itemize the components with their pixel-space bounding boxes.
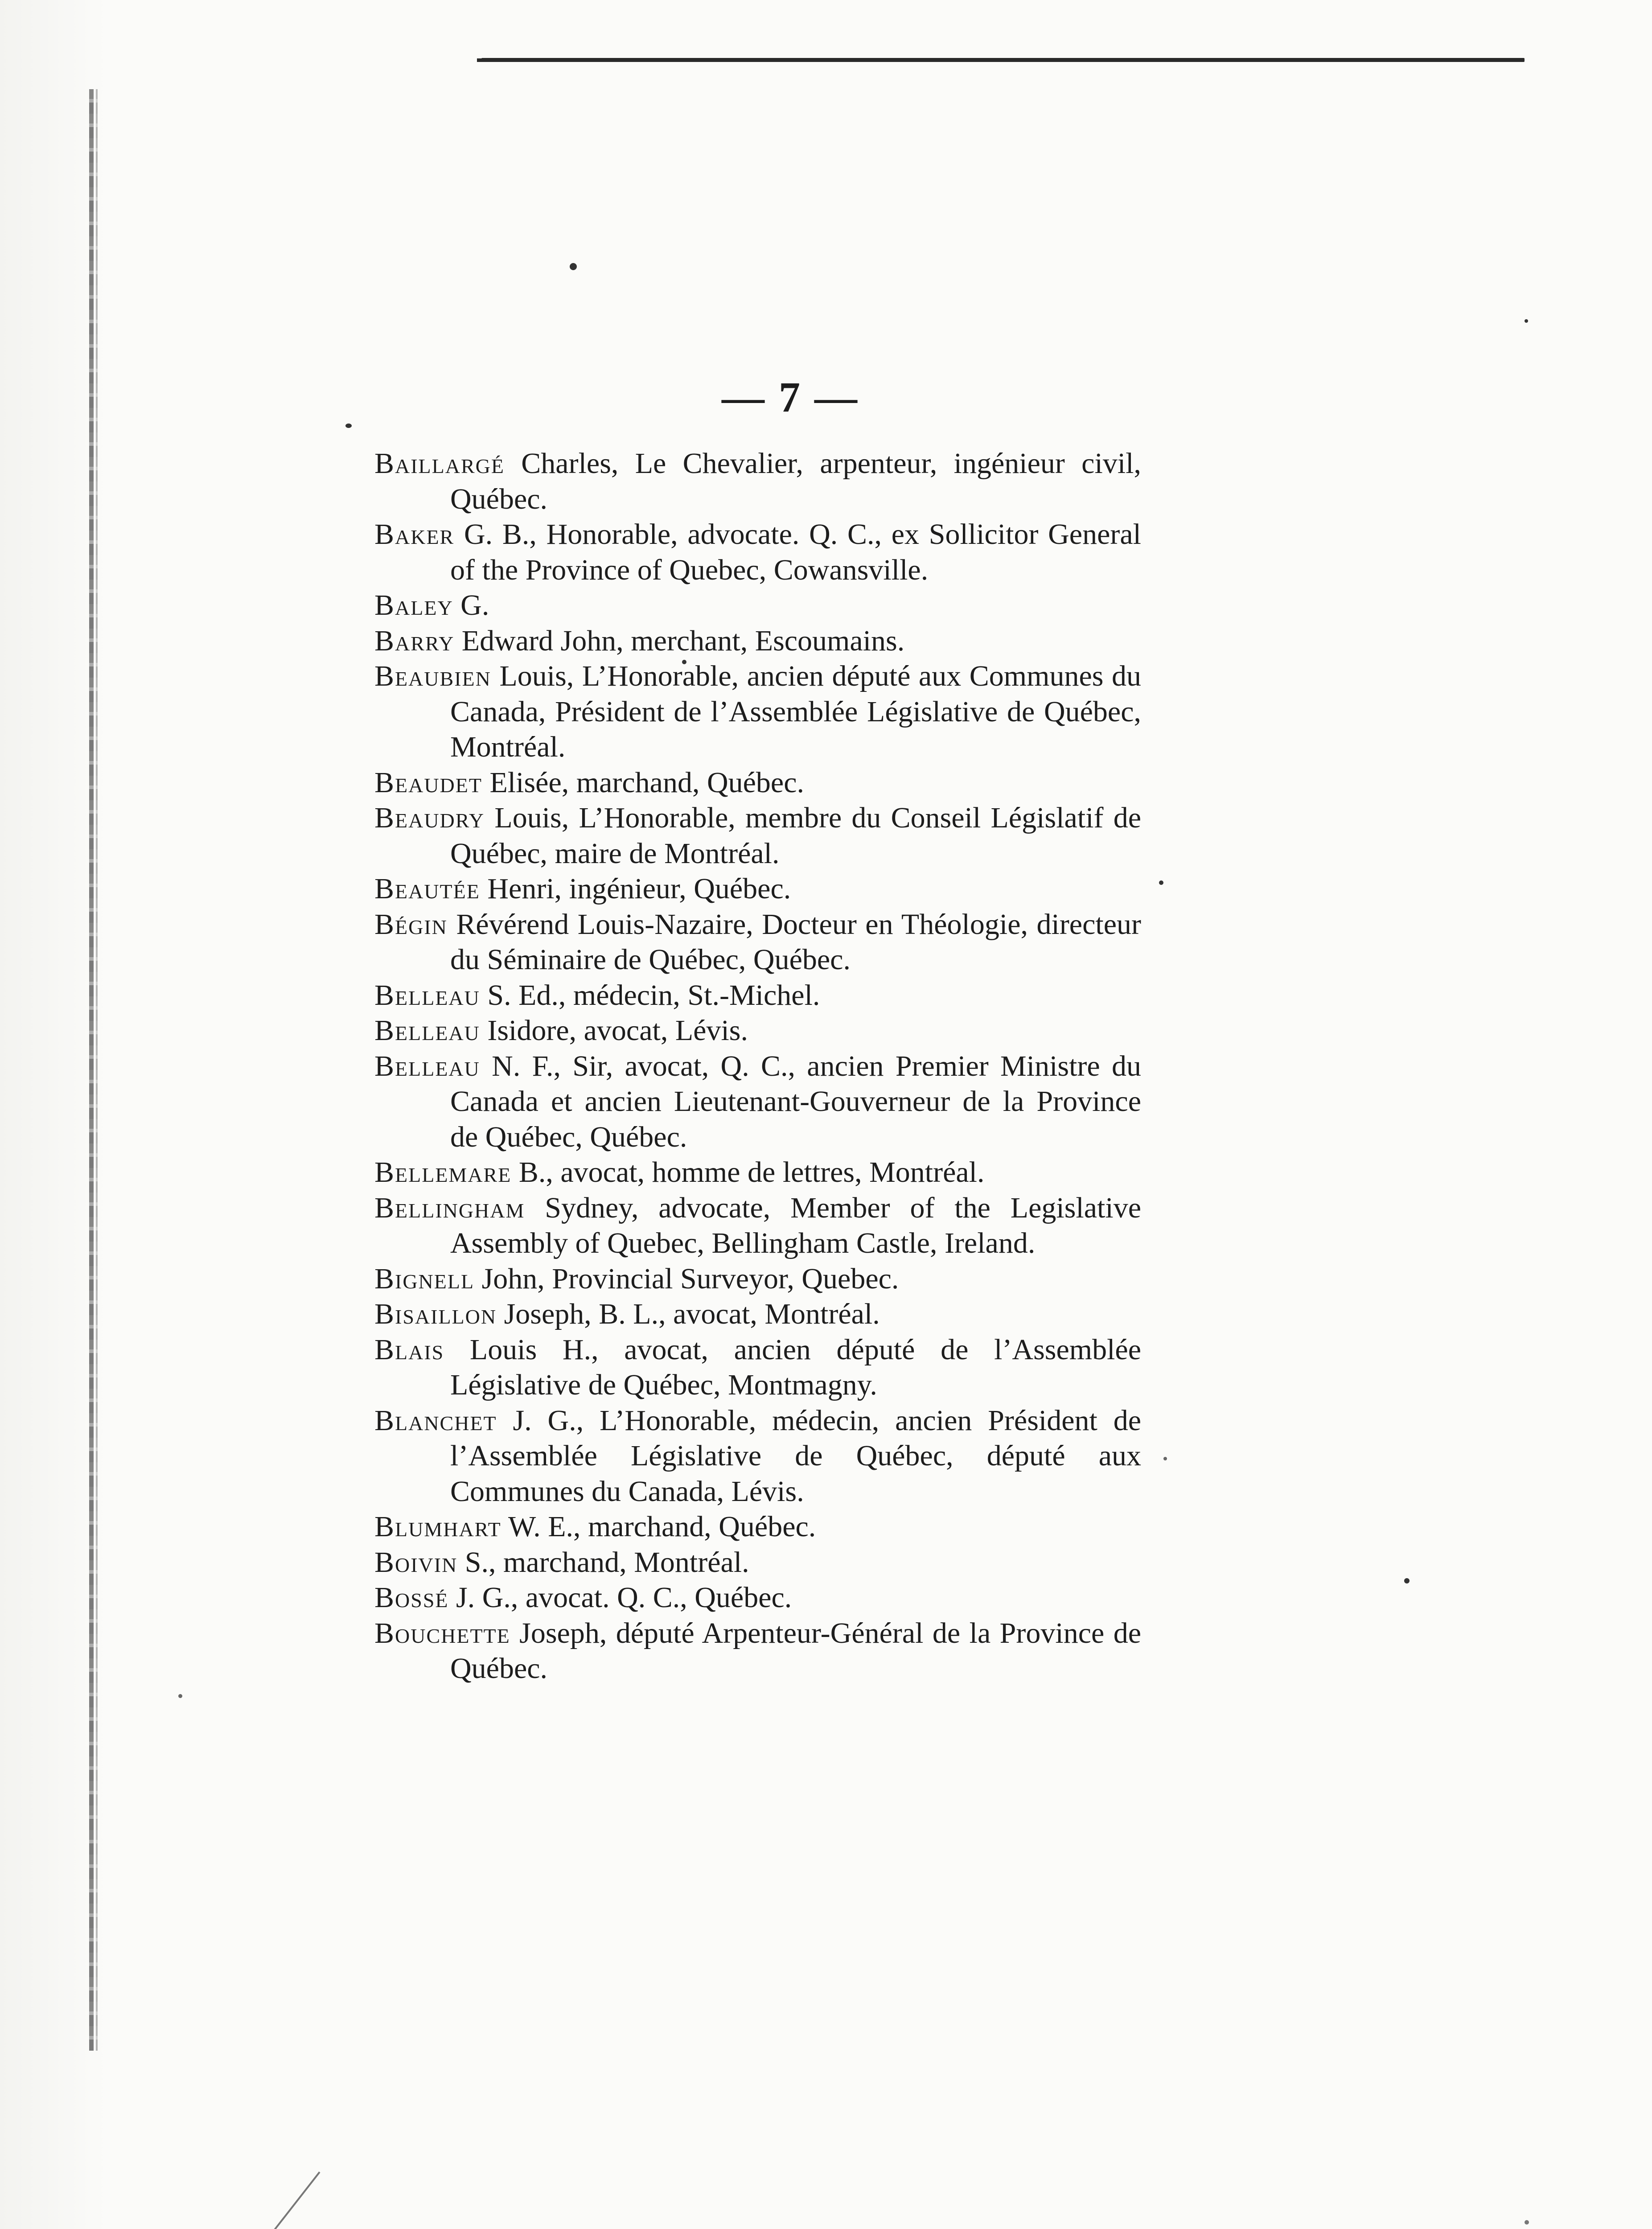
directory-entry	[374, 1261, 1141, 1297]
directory-entry	[374, 1296, 1141, 1332]
directory-entry	[374, 1545, 1141, 1580]
entry-details: John, Provincial Surveyor, Quebec.	[474, 1262, 899, 1295]
entry-details: Louis, L’Honorable, ancien député aux Communes du Canada, Président de l’Assemblée Législative de Québec, Montréal.	[450, 660, 1141, 763]
entry-surname: Bouchette	[374, 1616, 510, 1649]
directory-entry	[374, 907, 1141, 978]
directory-entry	[374, 658, 1141, 765]
entry-surname: Bignell	[374, 1262, 475, 1295]
entry-details: S., marchand, Montréal.	[457, 1546, 749, 1579]
entry-details: J. G., L’Honorable, médecin, ancien Président de l’Assemblée Législative de Québec, député aux Communes du Canada, Lévis.	[450, 1404, 1141, 1508]
directory-entry	[374, 1403, 1141, 1509]
entry-details: W. E., marchand, Québec.	[501, 1510, 816, 1543]
directory-entry	[374, 1013, 1141, 1049]
directory-entry	[374, 871, 1141, 907]
entry-details: S. Ed., médecin, St.-Michel.	[480, 979, 820, 1012]
ink-speck	[1525, 319, 1528, 323]
entry-surname: Barry	[374, 624, 455, 657]
entry-surname: Bossé	[374, 1581, 449, 1614]
directory-entry	[374, 1190, 1141, 1261]
entry-surname: Bellingham	[374, 1191, 525, 1224]
top-rule	[481, 58, 1525, 62]
entry-details: Edward John, merchant, Escoumains.	[454, 624, 905, 657]
entry-details: G. B., Honorable, advocate. Q. C., ex Sollicitor General of the Province of Quebec, Cowansville.	[450, 518, 1141, 586]
entry-surname: Baley	[374, 589, 453, 621]
entry-surname: Belleau	[374, 979, 480, 1012]
entry-details: Louis, L’Honorable, membre du Conseil Législatif de Québec, maire de Montréal.	[450, 802, 1141, 870]
entry-details: Révérend Louis-Nazaire, Docteur en Théologie, directeur du Séminaire de Québec, Québec.	[447, 908, 1141, 976]
directory-entry	[374, 1155, 1141, 1190]
entry-details: Louis H., avocat, ancien député de l’Assemblée Législative de Québec, Montmagny.	[444, 1333, 1141, 1401]
entry-surname: Belleau	[374, 1014, 480, 1047]
entry-details: Henri, ingénieur, Québec.	[480, 872, 791, 905]
entry-surname: Belleau	[374, 1049, 480, 1082]
ink-speck	[1159, 880, 1163, 885]
page-number: — 7 —	[722, 373, 859, 421]
ink-speck	[1404, 1578, 1410, 1583]
directory-entry	[374, 588, 1141, 623]
ink-speck	[1525, 2220, 1529, 2225]
entry-surname: Baillargé	[374, 447, 505, 480]
entry-details: N. F., Sir, avocat, Q. C., ancien Premier Ministre du Canada et ancien Lieutenant-Gouverneur de la Province de Québec, Québec.	[450, 1049, 1141, 1153]
entry-surname: Boivin	[374, 1546, 458, 1579]
ink-speck	[178, 1694, 182, 1698]
entry-surname: Beautée	[374, 872, 480, 905]
entry-surname: Bégin	[374, 908, 448, 941]
entry-details: Joseph, député Arpenteur-Général de la Province de Québec.	[450, 1616, 1141, 1685]
directory-entry	[374, 1332, 1141, 1403]
ink-speck	[1163, 1457, 1167, 1460]
directory-entry	[374, 1580, 1141, 1616]
entry-details: J. G., avocat. Q. C., Québec.	[448, 1581, 792, 1614]
directory-entry	[374, 978, 1141, 1013]
entry-details: Elisée, marchand, Québec.	[482, 766, 804, 799]
entry-surname: Beaudry	[374, 802, 485, 834]
entry-details: Charles, Le Chevalier, arpenteur, ingénieur civil, Québec.	[450, 447, 1141, 515]
entry-surname: Blanchet	[374, 1404, 497, 1437]
directory-entry	[374, 800, 1141, 871]
entry-details: G.	[453, 589, 489, 621]
directory-entry	[374, 1616, 1141, 1686]
entry-details: Joseph, B. L., avocat, Montréal.	[497, 1298, 880, 1330]
entry-surname: Bisaillon	[374, 1298, 497, 1330]
directory-entry	[374, 623, 1141, 659]
entry-surname: Beaudet	[374, 766, 482, 799]
entry-details: B., avocat, homme de lettres, Montréal.	[511, 1156, 985, 1189]
ink-speck	[345, 424, 352, 428]
entry-surname: Baker	[374, 518, 455, 551]
entry-surname: Blais	[374, 1333, 444, 1366]
entry-details: Sydney, advocate, Member of the Legislative Assembly of Quebec, Bellingham Castle, Ireland.	[450, 1191, 1141, 1259]
stray-pen-mark	[267, 2171, 320, 2229]
directory-entry	[374, 1509, 1141, 1545]
directory-entry	[374, 765, 1141, 801]
directory-entry	[374, 446, 1141, 517]
directory-list	[374, 446, 1141, 1686]
entry-surname: Blumhart	[374, 1510, 501, 1543]
entry-surname: Bellemare	[374, 1156, 512, 1189]
directory-entry	[374, 1049, 1141, 1155]
directory-entry	[374, 517, 1141, 588]
entry-details: Isidore, avocat, Lévis.	[480, 1014, 748, 1047]
entry-surname: Beaubien	[374, 660, 491, 692]
ink-speck	[570, 263, 577, 270]
